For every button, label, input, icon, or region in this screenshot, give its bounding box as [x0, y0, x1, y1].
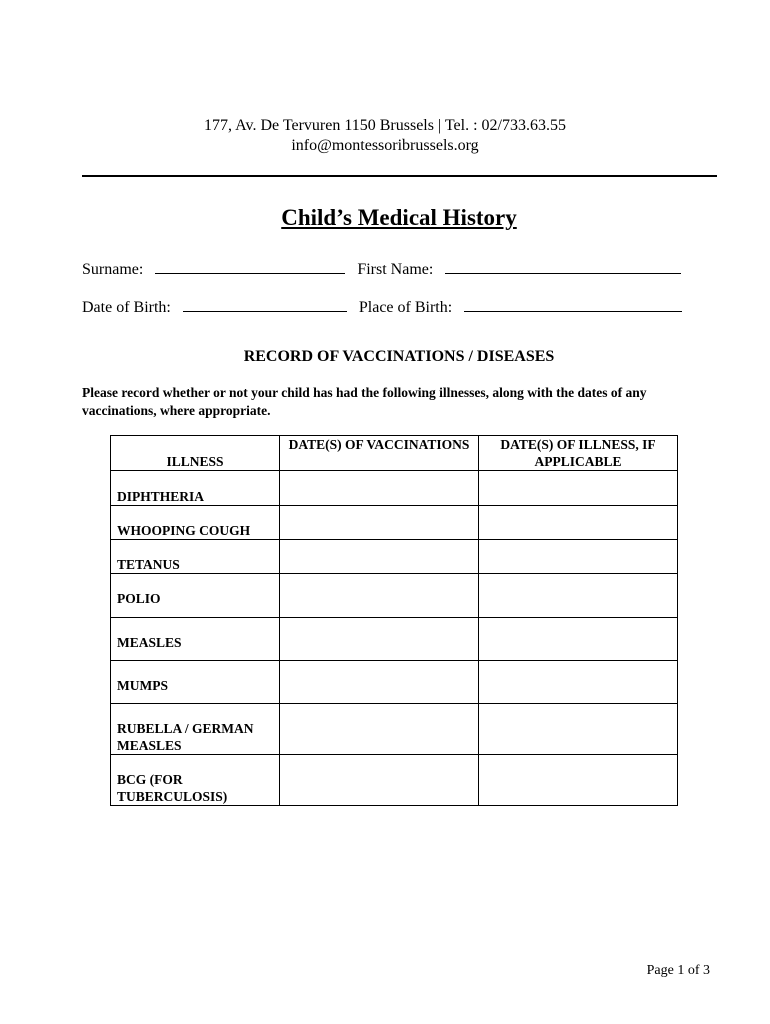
header-vaccination-dates: DATE(S) OF VACCINATIONS: [280, 436, 479, 471]
vaccination-date-cell[interactable]: [280, 755, 479, 806]
illness-date-cell[interactable]: [479, 661, 678, 704]
school-address: 177, Av. De Tervuren 1150 Brussels | Tel. : 02/733.63.55: [204, 117, 566, 134]
illness-date-cell[interactable]: [479, 471, 678, 506]
illness-name: WHOOPING COUGH: [111, 506, 280, 540]
pob-label: Place of Birth:: [358, 299, 453, 316]
dob-label: Date of Birth:: [82, 299, 171, 316]
instructions-text: Please record whether or not your child has had the following illnesses, along with the dates of any vaccinations, where appropriate.: [82, 385, 647, 418]
table-row: [111, 661, 678, 704]
vaccination-date-cell[interactable]: [280, 661, 479, 704]
name-row: [82, 258, 689, 279]
vaccination-date-cell[interactable]: [280, 506, 479, 540]
birth-row: [82, 296, 690, 317]
school-email: info@montessoribrussels.org: [291, 137, 479, 154]
illness-name: RUBELLA / GERMAN MEASLES: [111, 704, 280, 755]
table-header-row: [111, 436, 678, 471]
vaccination-date-cell[interactable]: [280, 574, 479, 618]
illness-name: TETANUS: [111, 540, 280, 574]
dob-field[interactable]: [183, 296, 347, 312]
surname-field[interactable]: [155, 258, 345, 274]
page-number: Page 1 of 3: [646, 963, 710, 978]
illness-date-cell[interactable]: [479, 618, 678, 661]
surname-label: Surname:: [82, 261, 144, 278]
illness-name: POLIO: [111, 574, 280, 618]
table-row: [111, 540, 678, 574]
vaccination-date-cell[interactable]: [280, 540, 479, 574]
first-name-field[interactable]: [445, 258, 681, 274]
page-title: Child’s Medical History: [281, 205, 517, 230]
vaccination-date-cell[interactable]: [280, 704, 479, 755]
first-name-label: First Name:: [357, 261, 434, 278]
illness-date-cell[interactable]: [479, 574, 678, 618]
header-illness-dates: DATE(S) OF ILLNESS, IF APPLICABLE: [479, 436, 678, 471]
table-row: [111, 471, 678, 506]
vaccination-date-cell[interactable]: [280, 618, 479, 661]
pob-field[interactable]: [464, 296, 682, 312]
illness-date-cell[interactable]: [479, 506, 678, 540]
illness-date-cell[interactable]: [479, 755, 678, 806]
illness-name: BCG (FOR TUBERCULOSIS): [111, 755, 280, 806]
table-row: [111, 506, 678, 540]
illness-name: MEASLES: [111, 618, 280, 661]
illness-date-cell[interactable]: [479, 704, 678, 755]
header-divider: [82, 175, 717, 177]
table-row: [111, 618, 678, 661]
vaccination-date-cell[interactable]: [280, 471, 479, 506]
illness-name: DIPHTHERIA: [111, 471, 280, 506]
illness-date-cell[interactable]: [479, 540, 678, 574]
table-row: [111, 574, 678, 618]
illness-name: MUMPS: [111, 661, 280, 704]
header-illness: ILLNESS: [111, 436, 280, 471]
section-title: RECORD OF VACCINATIONS / DISEASES: [243, 348, 555, 365]
table-row: [111, 704, 678, 755]
vaccination-table: [110, 435, 678, 806]
table-row: [111, 755, 678, 806]
